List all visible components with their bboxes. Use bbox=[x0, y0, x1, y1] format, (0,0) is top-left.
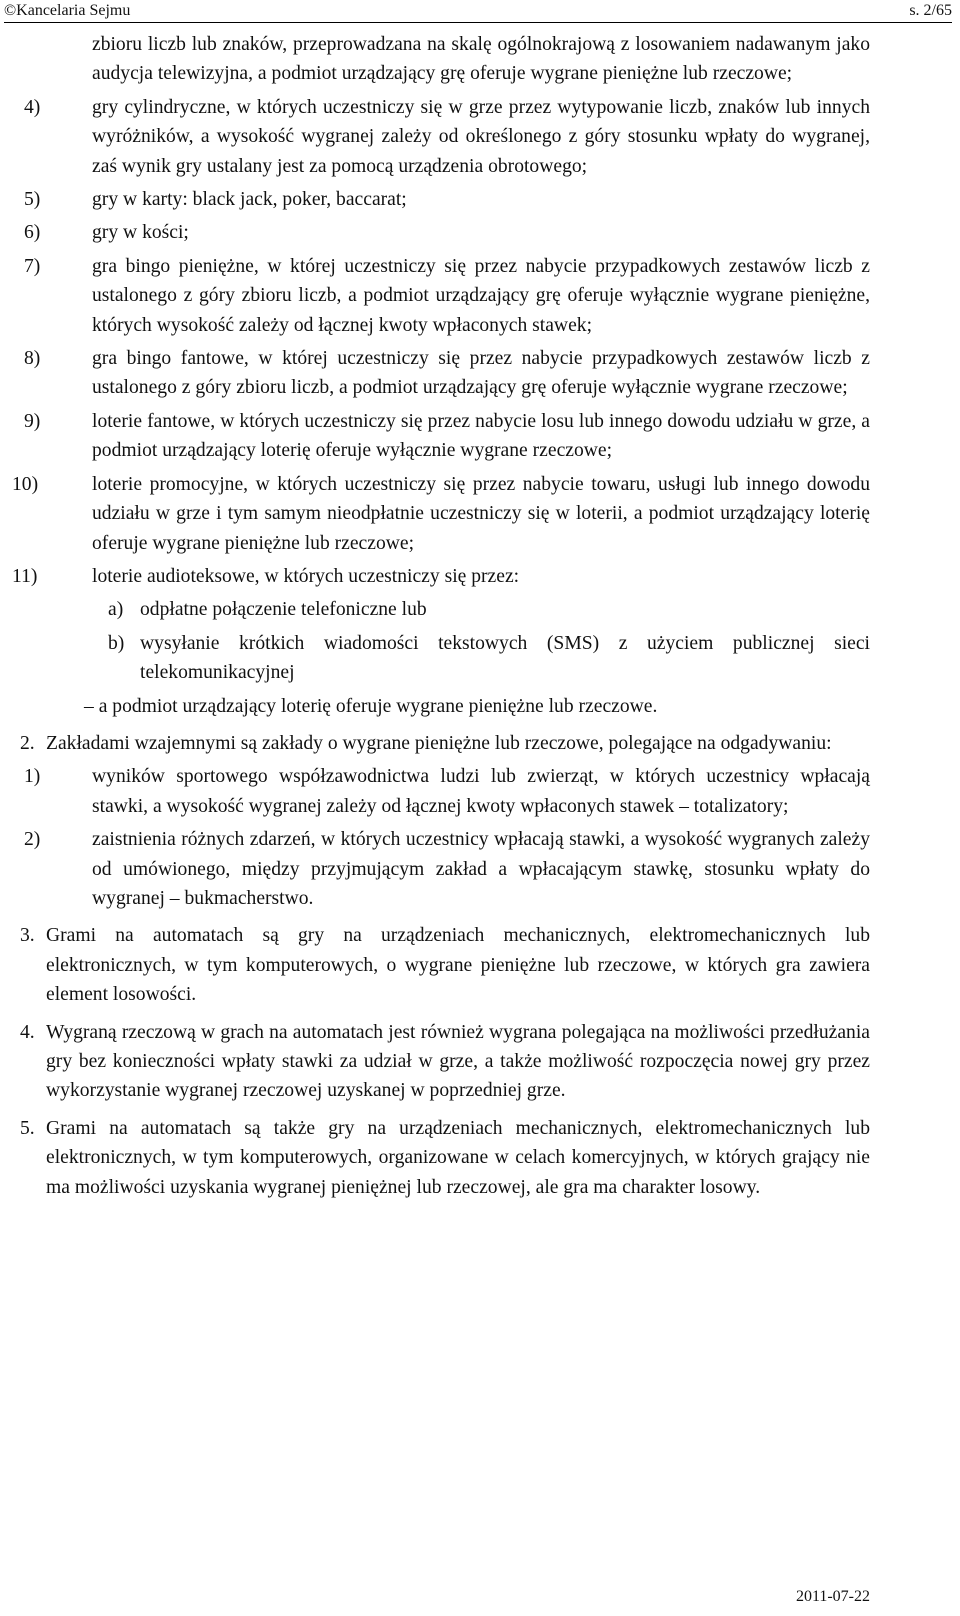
item-number: 9) bbox=[24, 410, 41, 432]
subitem-letter: b) bbox=[108, 632, 125, 654]
header-page-number: s. 2/65 bbox=[909, 2, 952, 19]
item-number: 1) bbox=[24, 766, 41, 788]
section-text: Zakładami wzajemnymi są zakłady o wygrane pieniężne lub rzeczowe, polegające na odgadywaniu: bbox=[46, 732, 832, 754]
item-number: 2) bbox=[24, 829, 41, 851]
section-number: 5. bbox=[20, 1117, 35, 1139]
subitem-text: odpłatne połączenie telefoniczne lub bbox=[140, 599, 427, 621]
item-text: loterie promocyjne, w których uczestniczy się przez nabycie towaru, usługi lub innego dowodu udziału w grze i tym samym nieodpłatnie uczestniczy się w loterii, a podmiot urządzający loterię oferuje wygrane pieniężne lub rzeczowe; bbox=[92, 473, 870, 554]
item-text: gra bingo pieniężne, w której uczestniczy się przez nabycie przypadkowych zestawów liczb z ustalonego z góry zbioru liczb, a podmiot urządzający grę oferuje wyłącznie wygrane pieniężne, których wysokość zależy od łącznej kwoty wpłaconych stawek; bbox=[92, 255, 870, 336]
item-number: 10) bbox=[12, 473, 39, 495]
item-text: wyników sportowego współzawodnictwa ludzi lub zwierząt, w których uczestnicy wpłacają stawki, a wysokość wygranej zależy od łącznej kwoty wpłaconych stawek – totalizatory; bbox=[92, 766, 870, 817]
item-number: 5) bbox=[24, 189, 41, 211]
section-text: Grami na automatach są gry na urządzeniach mechanicznych, elektromechanicznych lub elektronicznych, w tym komputerowych, o wygrane pieniężne lub rzeczowe, w których gra zawiera element losowości. bbox=[46, 925, 870, 1006]
list-item bbox=[24, 218, 870, 247]
section-number: 3. bbox=[20, 925, 35, 947]
list-item bbox=[12, 562, 870, 591]
item-text: gra bingo fantowe, w której uczestniczy się przez nabycie przypadkowych zestawów liczb z ustalonego z góry zbioru liczb, a podmiot urządzający grę oferuje wyłącznie wygrane rzeczowe; bbox=[92, 348, 870, 399]
list-item bbox=[24, 407, 870, 466]
list-item bbox=[24, 762, 870, 821]
section-number: 2. bbox=[20, 732, 35, 754]
section-3 bbox=[20, 921, 870, 1009]
footer-date: 2011-07-22 bbox=[795, 1588, 870, 1605]
section-2-items bbox=[0, 762, 960, 913]
item-number: 11) bbox=[12, 565, 38, 587]
list-item bbox=[24, 344, 870, 403]
section-5 bbox=[20, 1114, 870, 1202]
item-number: 6) bbox=[24, 222, 41, 244]
subitem-text: wysyłanie krótkich wiadomości tekstowych (SMS) z użyciem publicznej sieci telekomunikacyjnej bbox=[140, 632, 870, 684]
item-text: loterie audioteksowe, w których uczestniczy się przez: bbox=[92, 565, 520, 587]
dash-closing-line: – a podmiot urządzający loterię oferuje wygrane pieniężne lub rzeczowe. bbox=[84, 695, 658, 717]
item-number: 4) bbox=[24, 96, 41, 118]
item-text: gry w kości; bbox=[92, 222, 189, 244]
sub-item bbox=[108, 629, 870, 688]
page-header bbox=[4, 0, 952, 23]
document-body bbox=[0, 30, 960, 1202]
section-4 bbox=[20, 1018, 870, 1106]
list-item bbox=[24, 252, 870, 340]
section-text: Wygraną rzeczową w grach na automatach jest również wygrana polegająca na możliwości przedłużania gry bez konieczności wpłaty stawki za udział w grze, a także możliwość rozpoczęcia nowej gry przez wykorzystanie wygranej rzeczowej uzyskanej w poprzedniej grze. bbox=[46, 1021, 870, 1102]
item-text: zaistnienia różnych zdarzeń, w których uczestnicy wpłacają stawki, a wysokość wygranych zależy od umówionego, między przyjmującym zakład a wpłacającym stawkę, stosunku wpłaty do wygranej – bukmacherstwo. bbox=[92, 829, 870, 909]
list-item bbox=[24, 825, 870, 913]
list-item bbox=[12, 470, 870, 558]
list-item bbox=[24, 93, 870, 181]
item-text: gry w karty: black jack, poker, baccarat; bbox=[92, 189, 407, 211]
header-copyright: ©Kancelaria Sejmu bbox=[4, 2, 131, 19]
subitem-letter: a) bbox=[108, 599, 124, 621]
list-item bbox=[24, 185, 870, 214]
item-text: loterie fantowe, w których uczestniczy się przez nabycie losu lub innego dowodu udziału w grze, a podmiot urządzający loterię oferuje wyłącznie wygrane rzeczowe; bbox=[92, 410, 870, 462]
item-list bbox=[0, 93, 960, 721]
section-number: 4. bbox=[20, 1021, 35, 1043]
sub-item bbox=[108, 595, 870, 624]
item-number: 7) bbox=[24, 255, 41, 277]
continuation-paragraph: zbioru liczb lub znaków, przeprowadzana na skalę ogólnokrajową z losowaniem nadawanym jako audycja telewizyjna, a podmiot urządzający grę oferuje wygrane pieniężne lub rzeczowe; bbox=[92, 34, 870, 85]
item-number: 8) bbox=[24, 348, 41, 370]
section-text: Grami na automatach są także gry na urządzeniach mechanicznych, elektromechanicznych lub elektronicznych, w tym komputerowych, organizowane w celach komercyjnych, w których grający nie ma możliwości uzyskania wygranej pieniężnej lub rzeczowej, ale gra ma charakter losowy. bbox=[46, 1117, 870, 1198]
item-text: gry cylindryczne, w których uczestniczy się w grze przez wytypowanie liczb, znaków lub innych wyróżników, a wysokość wygranej zależy od określonego z góry stosunku wpłaty do wygranej, zaś wynik gry ustalany jest za pomocą urządzenia obrotowego; bbox=[92, 96, 870, 177]
section-2 bbox=[20, 729, 870, 758]
